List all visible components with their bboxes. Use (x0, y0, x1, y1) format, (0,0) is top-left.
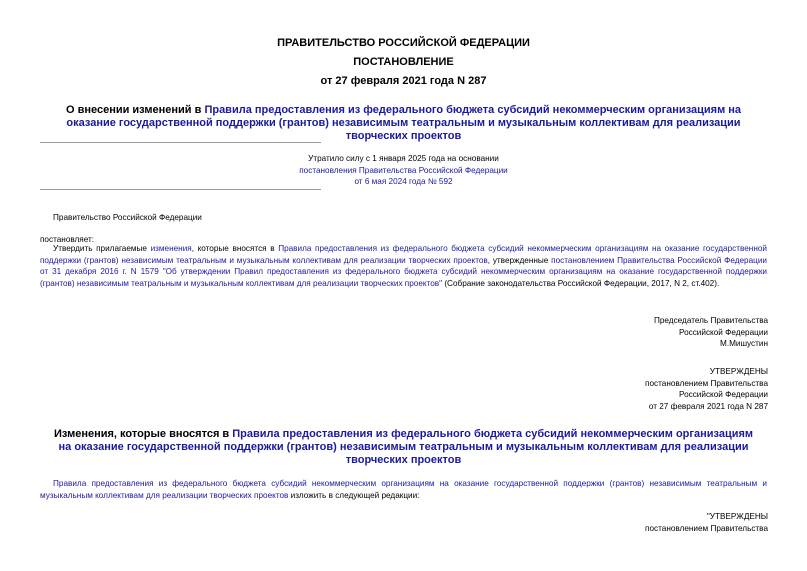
changes-link[interactable]: изменения (150, 244, 192, 253)
approved-line2: постановлением Правительства (645, 378, 768, 388)
title-rules-link[interactable]: Правила предоставления из федерального бюджета субсидий некоммерческим организациям на оказание государственной поддержки (грантов) независимым театральным и музыкальным коллективам для реализации творческих проектов (66, 104, 742, 142)
approved-line1: УТВЕРЖДЕНЫ (709, 367, 768, 376)
changes-title-prefix: Изменения, которые вносятся в (53, 428, 233, 440)
doc-type-heading: ПОСТАНОВЛЕНИЕ (353, 56, 454, 68)
bottom-divider (40, 189, 321, 190)
top-divider (40, 142, 321, 143)
approved2-block (645, 511, 768, 534)
rules-link[interactable]: Правила предоставления из федерального бюджета субсидий некоммерческим организациям на оказание государственной поддержки (грантов) независимым театральным и музыкальным коллективам для реализации творческих проектов (40, 244, 767, 265)
decree-word: постановляет: (40, 235, 95, 244)
signature-line1: Председатель Правительства (653, 316, 768, 325)
approved-line4: от 27 февраля 2021 года N 287 (648, 401, 768, 411)
main-paragraph (40, 243, 767, 289)
approved2-line1: "УТВЕРЖДЕНЫ (706, 512, 768, 521)
p1-text-d: (Собрание законодательства Российской Федерации, 2017, N 2, ст.402). (442, 278, 720, 288)
signature-block (654, 315, 768, 350)
p1-text-b: , которые вносятся в (191, 244, 279, 253)
status-note (240, 153, 567, 188)
status-note-date-link[interactable]: от 6 мая 2024 года № 592 (354, 177, 453, 187)
p1-text-a: Утвердить прилагаемые (53, 244, 151, 253)
signature-line3: М.Мишустин (720, 339, 768, 349)
status-note-decree-link[interactable]: постановления Правительства Российской Федерации (299, 165, 508, 175)
title-prefix: О внесении изменений в (65, 104, 205, 116)
changes-title-rules-link[interactable]: Правила предоставления из федерального бюджета субсидий некоммерческим организациям на оказание государственной поддержки (грантов) независимым театральным и музыкальным коллективам для реализации творческих проектов (58, 428, 754, 466)
p1-text-c: , утвержденные (487, 255, 552, 265)
decree-1579-link[interactable]: постановлением Правительства Российской Федерации от 31 декабря 2016 г. N 1579 "Об утверждении Правил предоставления из федерального бюджета субсидий некоммерческим организациям на оказание государственной поддержки (грантов) независимым театральным и музыкальным коллективам для реализации творческих проектов" (40, 255, 767, 288)
government-heading: ПРАВИТЕЛЬСТВО РОССИЙСКОЙ ФЕДЕРАЦИИ (277, 37, 530, 49)
intro-text: Правительство Российской Федерации (53, 213, 202, 222)
approved-block (645, 366, 768, 412)
changes-body-rules-link[interactable]: Правила предоставления из федерального бюджета субсидий некоммерческим организациям на оказание государственной поддержки (грантов) независимым театральным и музыкальным коллективам для реализации творческих проектов (40, 479, 767, 500)
approved2-line2: постановлением Правительства (645, 523, 768, 533)
document-title (40, 104, 767, 143)
signature-line2: Российской Федерации (678, 327, 768, 337)
approved-line3: Российской Федерации (678, 390, 768, 400)
status-note-line1: Утратило силу с 1 января 2025 года на основании (308, 154, 499, 163)
changes-paragraph (40, 478, 767, 501)
date-number-heading: от 27 февраля 2021 года N 287 (320, 75, 487, 87)
changes-body-rest: изложить в следующей редакции: (288, 490, 420, 500)
changes-title (50, 428, 757, 467)
